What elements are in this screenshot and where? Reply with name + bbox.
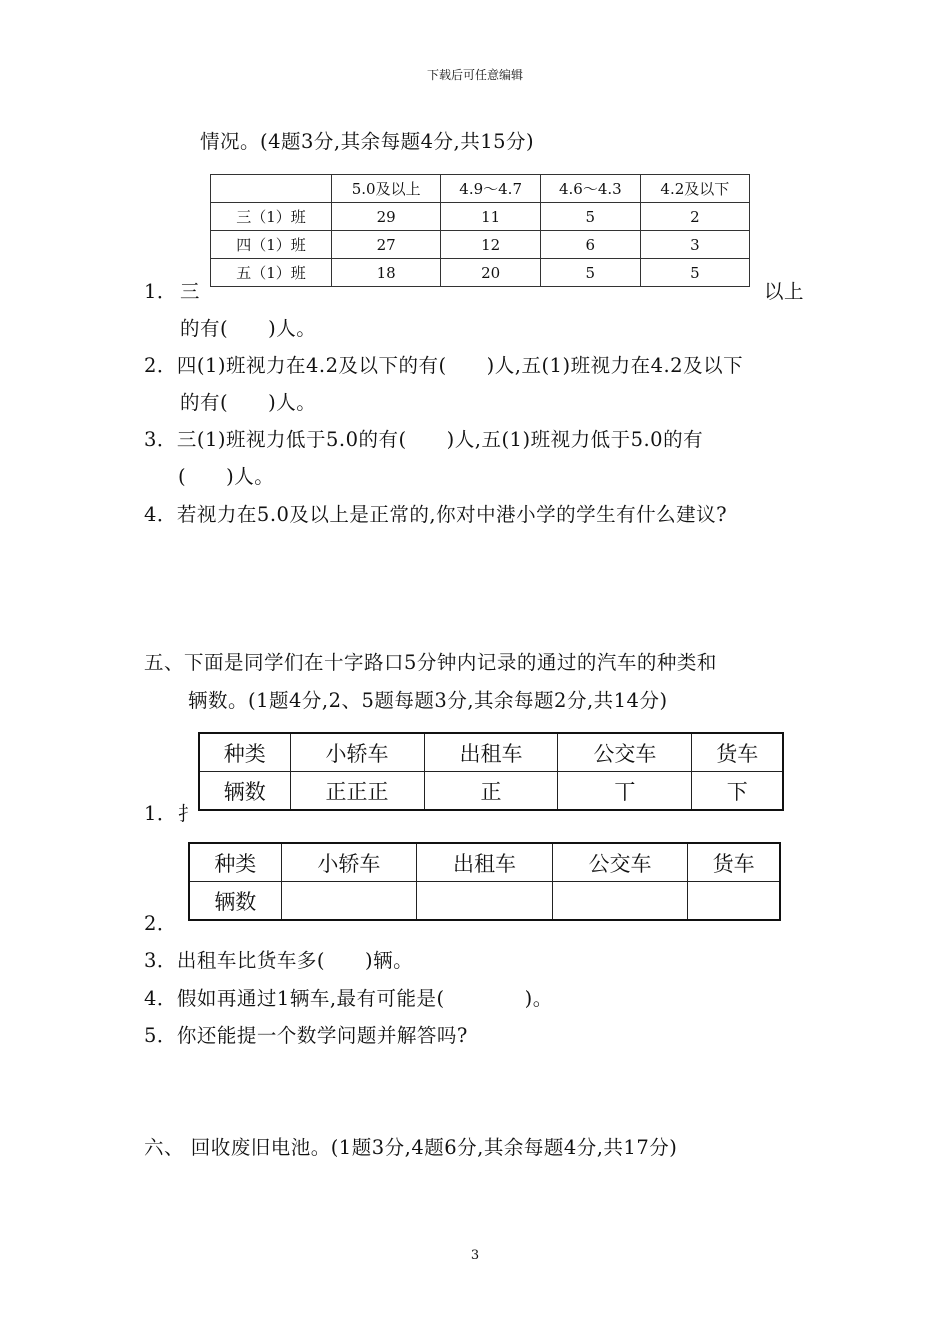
table-header-row (211, 175, 750, 203)
car-count-table (188, 842, 781, 921)
s4-q1-line2: 的有( )人。 (180, 317, 317, 340)
table-cell: 三（1）班 (211, 203, 332, 231)
table-cell: 27 (332, 231, 441, 259)
s4-q1-number: 1． (144, 280, 177, 303)
answer-cell[interactable] (552, 882, 688, 921)
table-cell: 公交车 (552, 843, 688, 882)
s5-q3: 3．出租车比货车多( )辆。 (144, 949, 414, 972)
s5-q2-number: 2． (144, 912, 177, 935)
table-cell: 公交车 (558, 733, 692, 772)
table-cell: 5 (540, 259, 640, 287)
table-cell: 货车 (688, 843, 780, 882)
s4-q2-line2: 的有( )人。 (180, 391, 317, 414)
section5-title-line2: 辆数。(1题4分,2、5题每题3分,其余每题2分,共14分) (188, 689, 668, 712)
answer-cell[interactable] (688, 882, 780, 921)
table-cell: 下 (692, 772, 783, 811)
table-cell: 辆数 (199, 772, 290, 811)
table-cell: 18 (332, 259, 441, 287)
table-cell: 种类 (199, 733, 290, 772)
table-row (199, 772, 783, 811)
s4-q1-tail: 以上 (764, 280, 805, 303)
section5-title-line1: 五、下面是同学们在十字路口5分钟内记录的通过的汽车的种类和 (144, 651, 717, 674)
table-row (211, 259, 750, 287)
table-row (211, 203, 750, 231)
car-tally-table (198, 732, 784, 811)
table-cell: 货车 (692, 733, 783, 772)
table-cell: 20 (441, 259, 541, 287)
table-cell: 4.6～4.3 (540, 175, 640, 203)
s4-q3-line2: ( )人。 (178, 465, 275, 488)
table-cell: 出租车 (424, 733, 558, 772)
answer-cell[interactable] (417, 882, 553, 921)
s5-q5: 5．你还能提一个数学问题并解答吗? (144, 1024, 468, 1047)
s4-q2-line1: 2．四(1)班视力在4.2及以下的有( )人,五(1)班视力在4.2及以下 (144, 354, 744, 377)
table-header-row (189, 843, 780, 882)
s5-q1-fragment: 扌 (178, 802, 199, 825)
table-cell: 5 (640, 259, 749, 287)
answer-cell[interactable] (281, 882, 417, 921)
table-header-row (199, 733, 783, 772)
table-row (189, 882, 780, 921)
section6-title: 六、 回收废旧电池。(1题3分,4题6分,其余每题4分,共17分) (144, 1136, 678, 1159)
section4-intro: 情况。(4题3分,其余每题4分,共15分) (200, 130, 535, 153)
s4-q1-fragment: 三 (180, 280, 201, 303)
table-row (211, 231, 750, 259)
s5-q4: 4．假如再通过1辆车,最有可能是( )。 (144, 987, 553, 1010)
page-number: 3 (470, 1248, 480, 1263)
page-header: 下载后可任意编辑 (426, 68, 523, 82)
table-cell: 小轿车 (290, 733, 424, 772)
table-cell: 辆数 (189, 882, 281, 921)
table-cell: 出租车 (417, 843, 553, 882)
table-cell: 4.2及以下 (640, 175, 749, 203)
table-cell: 5.0及以上 (332, 175, 441, 203)
table-cell (211, 175, 332, 203)
table-cell: 12 (441, 231, 541, 259)
table-cell: 四（1）班 (211, 231, 332, 259)
table-cell: 2 (640, 203, 749, 231)
table-cell: 4.9～4.7 (441, 175, 541, 203)
table-cell: 种类 (189, 843, 281, 882)
s5-q1-number: 1． (144, 802, 177, 825)
s4-q4: 4．若视力在5.0及以上是正常的,你对中港小学的学生有什么建议? (144, 503, 728, 526)
table-cell: 五（1）班 (211, 259, 332, 287)
table-cell: 正正正 (290, 772, 424, 811)
table-cell: 5 (540, 203, 640, 231)
table-cell: 11 (441, 203, 541, 231)
table-cell: 正 (424, 772, 558, 811)
table-cell: 小轿车 (281, 843, 417, 882)
vision-table (210, 174, 750, 287)
table-cell: 丅 (558, 772, 692, 811)
table-cell: 29 (332, 203, 441, 231)
table-cell: 6 (540, 231, 640, 259)
table-cell: 3 (640, 231, 749, 259)
s4-q3-line1: 3．三(1)班视力低于5.0的有( )人,五(1)班视力低于5.0的有 (144, 428, 704, 451)
